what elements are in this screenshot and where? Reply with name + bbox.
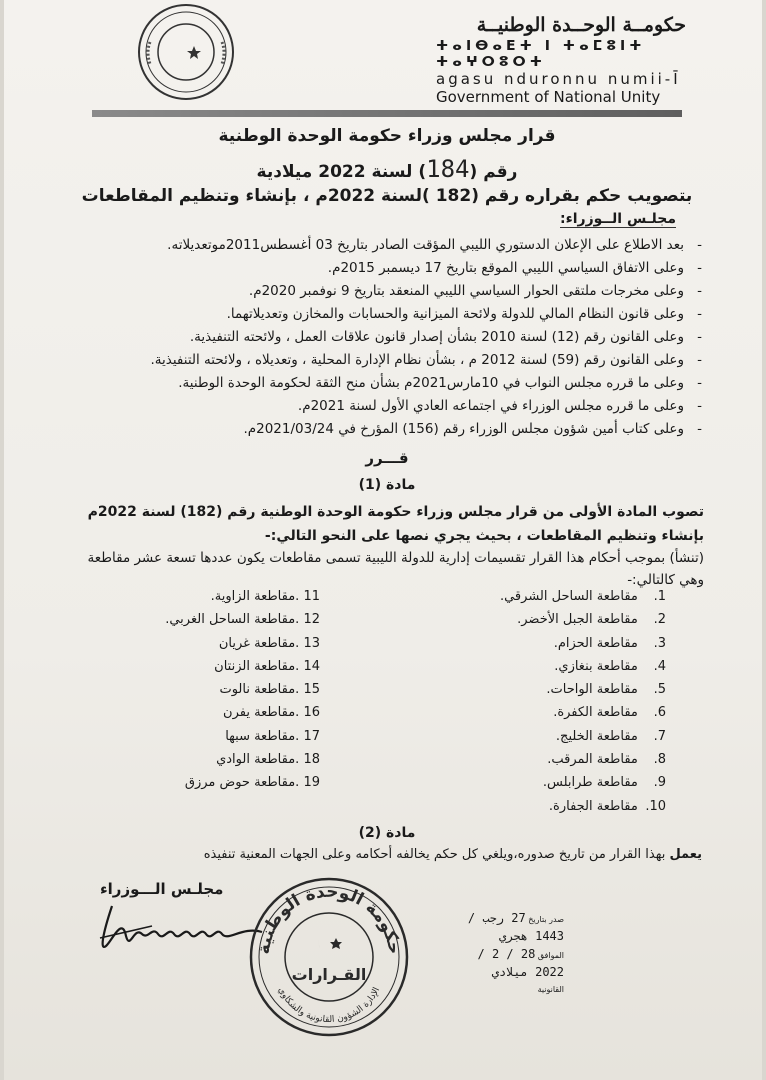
preamble-item: - بعد الاطلاع على الإعلان الدستوري الليبي المؤقت الصادر بتاريخ 03 أغسطس2011موتعديلاته. — [62, 234, 702, 257]
header-english: Government of National Unity — [436, 88, 661, 106]
svg-text:حكومة الوحدة الوطنية — [254, 882, 404, 956]
council-label: مجلـس الــوزراء: — [560, 211, 676, 227]
preamble-item: - وعلى ما قرره مجلس الوزراء في اجتماعه العادي الأول لسنة 2021م. — [62, 395, 702, 418]
preamble-item: - وعلى القانون رقم (12) لسنة 2010 بشأن إصدار قانون علاقات العمل ، ولائحته التنفيذية. — [62, 326, 702, 349]
decision-number: 184 — [426, 155, 470, 183]
decision-number-line — [4, 155, 762, 183]
signatory-label: مجلـس الـــوزراء — [100, 880, 224, 898]
list-item: 12 .مقاطعة الساحل الغربي. — [165, 612, 320, 628]
list-item: 2. مقاطعة الجبل الأخضر. — [517, 612, 666, 628]
official-stamp-icon — [244, 872, 414, 1042]
preamble-list — [62, 234, 702, 441]
list-item: 17 .مقاطعة سبها — [225, 728, 320, 744]
preamble-item: - وعلى القانون رقم (59) لسنة 2012 م ، بشأن نظام الإدارة المحلية ، وتعديلاه ، ولائحته التنفيذية. — [62, 349, 702, 372]
list-item: 9. مقاطعة طرابلس. — [542, 775, 666, 791]
government-seal-icon — [136, 2, 236, 102]
government-header — [436, 14, 686, 106]
article1-heading: مادة (1) — [358, 477, 416, 493]
preamble-item: - وعلى ما قرره مجلس النواب في 10مارس2021م بشأن منح الثقة لحكومة الوحدة الوطنية. — [62, 372, 702, 395]
provinces-list-right — [466, 585, 666, 818]
decision-suffix: ) لسنة 2022 ميلادية — [256, 162, 427, 182]
list-item: 11 .مقاطعة الزاوية. — [210, 589, 320, 604]
decision-subject: بتصويب حكم بقراره رقم (182 )لسنة 2022م ، بإنشاء وتنظيم المقاطعات — [81, 186, 693, 206]
preamble-item: - وعلى قانون النظام المالي للدولة ولائحة الميزانية والحسابات والمخازن وتعديلاتهما. — [62, 303, 702, 326]
header-tifinagh: ⵜⴰⵏⴱⴰⴹⵜ ⵏ ⵜⴰⵎⵓⵏⵜ ⵜⴰⵖⵔⵓⵔⵜ — [436, 38, 646, 70]
list-item: 10. مقاطعة الجفارة. — [548, 798, 666, 814]
header-divider — [92, 110, 682, 117]
list-item: 18 .مقاطعة الوادي — [216, 752, 320, 768]
stamp-bottom-text: الإدارة الشؤون القانونية والشكاوي — [275, 985, 383, 1026]
article1-body: تصوب المادة الأولى من قرار مجلس وزراء حكومة الوحدة الوطنية رقم (182) لسنة 2022م بإنشاء وتنظيم المقاطعات ، بحيث يجري نصها على النحو التالي:- — [87, 504, 704, 544]
list-item: 3. مقاطعة الحزام. — [553, 635, 666, 651]
header-tamazight-latin: agasu nduronnu numii-Ī — [436, 70, 681, 88]
list-item: 6. مقاطعة الكفرة. — [553, 705, 666, 721]
list-item: 13 .مقاطعة غريان — [218, 635, 320, 651]
decision-prefix: رقم ( — [469, 162, 518, 182]
document-page — [4, 0, 762, 1080]
list-item: 16 .مقاطعة يفرن — [223, 705, 320, 721]
article2-heading: مادة (2) — [358, 825, 416, 841]
document-title: قرار مجلس وزراء حكومة الوحدة الوطنية — [218, 126, 556, 146]
registration-block: صدر بتاريخ 27 رجب / 1443 هجري الموافق 28 / 2 / 2022 ميلادي القانونية — [467, 911, 564, 994]
stamp-ring-text: حكومة الوحدة الوطنية — [253, 881, 405, 956]
decided-heading: قـــرر — [365, 449, 409, 467]
list-item: 7. مقاطعة الخليج. — [555, 728, 666, 744]
list-item: 4. مقاطعة بنغازي. — [554, 658, 666, 674]
header-arabic: حكومــة الوحــدة الوطنيــة — [476, 14, 686, 36]
article1-text: (تنشأ) بموجب أحكام هذا القرار تقسيمات إدارية للدولة الليبية تسمى مقاطعات يكون عددها تسعة عشر مقاطعة وهي كالتالي:- — [87, 550, 704, 588]
list-item: 8. مقاطعة المرقب. — [547, 752, 666, 768]
list-item: 15 .مقاطعة نالوت — [219, 682, 320, 698]
stamp-center-text: القـرارات — [291, 965, 367, 984]
list-item: 1. مقاطعة الساحل الشرقي. — [499, 589, 666, 604]
svg-text:الإدارة الشؤون القانونية والشك — [276, 986, 382, 1025]
preamble-item: - وعلى مخرجات ملتقى الحوار السياسي الليبي المنعقد بتاريخ 9 نوفمبر 2020م. — [62, 280, 702, 303]
preamble-item: - وعلى الاتفاق السياسي الليبي الموقع بتاريخ 17 ديسمبر 2015م. — [62, 257, 702, 280]
preamble-item: - وعلى كتاب أمين شؤون مجلس الوزراء رقم (156) المؤرخ في 2021/03/24م. — [62, 418, 702, 441]
list-item: 14 .مقاطعة الزنتان — [214, 658, 320, 674]
list-item: 19 .مقاطعة حوض مرزق — [184, 775, 320, 791]
list-item: 5. مقاطعة الواحات. — [546, 682, 666, 698]
provinces-list-left — [150, 585, 320, 795]
article2-body: يعمل بهذا القرار من تاريخ صدوره،ويلغي كل حكم يخالفه أحكامه وعلى الجهات المعنية تنفيذه — [203, 847, 702, 862]
